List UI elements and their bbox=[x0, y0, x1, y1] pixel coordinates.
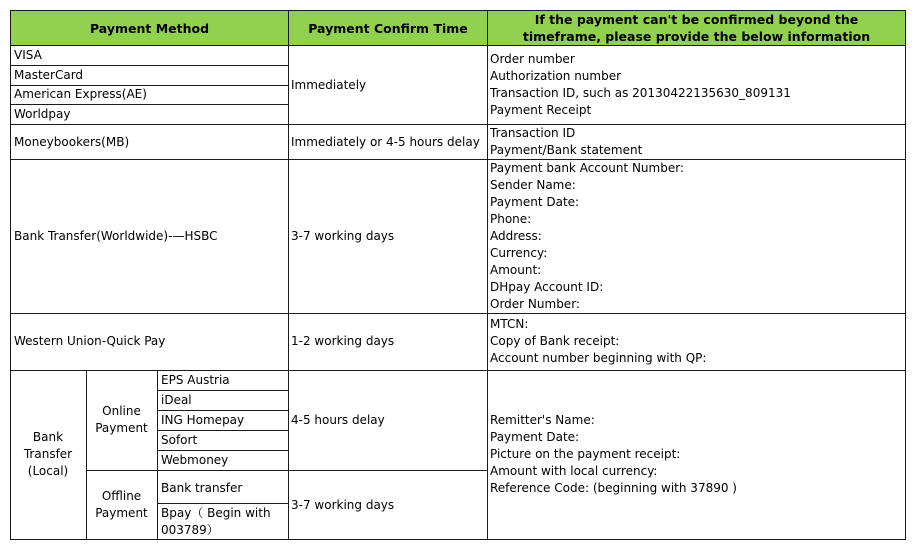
grid-line bbox=[10, 104, 288, 105]
grid-line bbox=[10, 65, 288, 66]
info-line: Copy of Bank receipt: bbox=[490, 334, 620, 348]
info-line: Order Number: bbox=[490, 297, 580, 311]
method-visa: VISA bbox=[14, 48, 42, 62]
info-western-union bbox=[490, 316, 706, 367]
method-moneybookers: Moneybookers(MB) bbox=[14, 135, 130, 149]
info-line: Transaction ID, such as 20130422135630_809131 bbox=[490, 86, 791, 100]
label-line: Bank bbox=[32, 430, 64, 444]
time-offline: 3-7 working days bbox=[291, 498, 395, 512]
header-payment-method: Payment Method bbox=[10, 10, 289, 46]
method-western-union: Western Union-Quick Pay bbox=[14, 334, 166, 348]
info-line: Payment Date: bbox=[490, 195, 580, 209]
grid-line bbox=[487, 45, 488, 540]
grid-line bbox=[905, 45, 906, 540]
info-line: Order number bbox=[490, 52, 575, 66]
info-line: Payment Receipt bbox=[490, 103, 592, 117]
info-line: Sender Name: bbox=[490, 178, 576, 192]
info-line: Payment/Bank statement bbox=[490, 143, 643, 157]
header-required-info: If the payment can't be confirmed beyond the timeframe, please provide the below information bbox=[487, 10, 906, 46]
method-bank-local-label bbox=[10, 429, 86, 480]
info-line: Amount with local currency: bbox=[490, 464, 658, 478]
label-line: Transfer bbox=[23, 447, 73, 461]
method-bank-worldwide: Bank Transfer(Worldwide)-—HSBC bbox=[14, 229, 218, 243]
offline-payment-label bbox=[86, 488, 157, 522]
label-line: (Local) bbox=[27, 464, 69, 478]
grid-line bbox=[10, 159, 906, 160]
info-line: Phone: bbox=[490, 212, 532, 226]
info-line: Remitter's Name: bbox=[490, 413, 595, 427]
label-line: Payment bbox=[95, 421, 148, 435]
info-bank-worldwide bbox=[490, 160, 684, 313]
grid-line bbox=[157, 370, 158, 540]
method-mastercard: MasterCard bbox=[14, 68, 84, 82]
grid-line bbox=[10, 539, 906, 540]
time-online: 4-5 hours delay bbox=[291, 413, 385, 427]
method-line: 003789） bbox=[161, 523, 219, 537]
label-line: Online bbox=[102, 404, 141, 418]
method-ideal: iDeal bbox=[161, 393, 192, 407]
method-worldpay: Worldpay bbox=[14, 107, 71, 121]
time-moneybookers: Immediately or 4-5 hours delay bbox=[291, 135, 480, 149]
info-line: Currency: bbox=[490, 246, 548, 260]
grid-line bbox=[86, 470, 488, 471]
info-line: Account number beginning with QP: bbox=[490, 351, 707, 365]
grid-line bbox=[157, 450, 288, 451]
grid-line bbox=[157, 430, 288, 431]
info-line: Authorization number bbox=[490, 69, 622, 83]
method-bank-transfer-offline: Bank transfer bbox=[161, 481, 243, 495]
info-moneybookers bbox=[490, 125, 642, 159]
info-line: MTCN: bbox=[490, 317, 529, 331]
method-eps-austria: EPS Austria bbox=[161, 373, 230, 387]
info-line: Payment Date: bbox=[490, 430, 580, 444]
header-confirm-time: Payment Confirm Time bbox=[288, 10, 488, 46]
grid-line bbox=[10, 370, 906, 371]
method-bpay bbox=[161, 505, 271, 539]
method-ing-homepay: ING Homepay bbox=[161, 413, 245, 427]
info-line: Address: bbox=[490, 229, 542, 243]
method-sofort: Sofort bbox=[161, 433, 198, 447]
grid-line bbox=[157, 410, 288, 411]
info-line: DHpay Account ID: bbox=[490, 280, 604, 294]
grid-line bbox=[288, 45, 289, 540]
time-cards: Immediately bbox=[291, 78, 367, 92]
info-cards bbox=[490, 51, 791, 119]
label-line: Offline bbox=[101, 489, 142, 503]
info-line: Payment bank Account Number: bbox=[490, 161, 684, 175]
label-line: Payment bbox=[95, 506, 148, 520]
info-bank-local bbox=[490, 412, 737, 497]
info-line: Transaction ID bbox=[490, 126, 576, 140]
info-line: Reference Code: (beginning with 37890 ) bbox=[490, 481, 737, 495]
online-payment-label bbox=[86, 403, 157, 437]
time-western-union: 1-2 working days bbox=[291, 334, 395, 348]
info-line: Amount: bbox=[490, 263, 542, 277]
grid-line bbox=[10, 124, 906, 125]
time-bank-worldwide: 3-7 working days bbox=[291, 229, 395, 243]
grid-line bbox=[157, 503, 288, 504]
info-line: Picture on the payment receipt: bbox=[490, 447, 681, 461]
grid-line bbox=[157, 390, 288, 391]
method-amex: American Express(AE) bbox=[14, 87, 147, 101]
grid-line bbox=[10, 313, 906, 314]
method-webmoney: Webmoney bbox=[161, 453, 229, 467]
method-line: Bpay（ Begin with bbox=[161, 506, 271, 520]
